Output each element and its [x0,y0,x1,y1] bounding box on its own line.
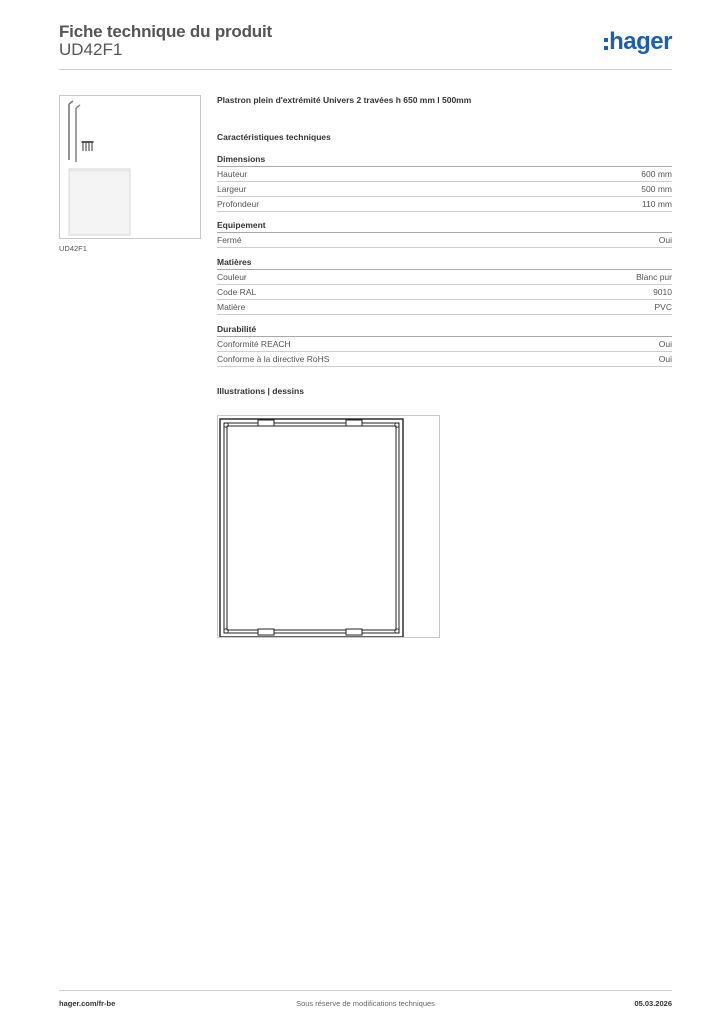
spec-row [217,337,672,352]
technical-drawing [217,415,440,638]
spec-label: Code RAL [217,287,257,297]
product-description: Plastron plein d'extrémité Univers 2 travées h 650 mm l 500mm [217,95,472,105]
spec-label: Couleur [217,272,247,282]
panel-with-rails-icon [60,96,200,238]
spec-value: 500 mm [641,184,672,194]
panel-technical-drawing-icon [218,416,439,637]
spec-section-dimensions [217,154,672,212]
product-image-caption: UD42F1 [59,244,87,253]
logo-text: hager [609,28,672,55]
spec-label: Fermé [217,235,242,245]
spec-section-matieres [217,257,672,315]
specs-column [217,95,672,396]
spec-value: 110 mm [641,199,672,209]
hager-logo [604,28,672,56]
spec-row [217,285,672,300]
footer-date: 05.03.2026 [634,999,672,1008]
spec-label: Conforme à la directive RoHS [217,354,330,364]
spec-label: Matière [217,302,246,312]
spec-row [217,270,672,285]
spec-value: Oui [658,235,672,245]
spec-section-durabilite [217,324,672,367]
spec-label: Profondeur [217,199,260,209]
spec-value: 9010 [653,287,672,297]
document-title: Fiche technique du produit [59,22,272,41]
logo-dots-icon [604,38,608,50]
spec-row [217,197,672,212]
spec-row [217,300,672,315]
section-title: Matières [217,257,672,270]
spec-row [217,182,672,197]
spec-value: Blanc pur [636,272,672,282]
spec-label: Conformité REACH [217,339,291,349]
spec-row [217,233,672,248]
spec-value: Oui [658,339,672,349]
spec-label: Largeur [217,184,247,194]
spec-label: Hauteur [217,169,248,179]
product-reference: UD42F1 [59,40,123,59]
spec-row [217,352,672,367]
spec-value: 600 mm [641,169,672,179]
footer-notice: Sous réserve de modifications techniques [296,999,435,1008]
page-header [59,22,672,70]
spec-value: PVC [654,302,672,312]
product-image [59,95,201,239]
spec-row [217,167,672,182]
footer-website-link[interactable]: hager.com/fr-be [59,999,116,1008]
section-title: Dimensions [217,154,672,167]
section-title: Equipement [217,220,672,233]
spec-value: Oui [658,354,672,364]
specs-title: Caractéristiques techniques [217,132,331,142]
section-title: Durabilité [217,324,672,337]
illustrations-title: Illustrations | dessins [217,386,304,396]
spec-section-equipement [217,220,672,248]
page-footer [59,990,672,1014]
